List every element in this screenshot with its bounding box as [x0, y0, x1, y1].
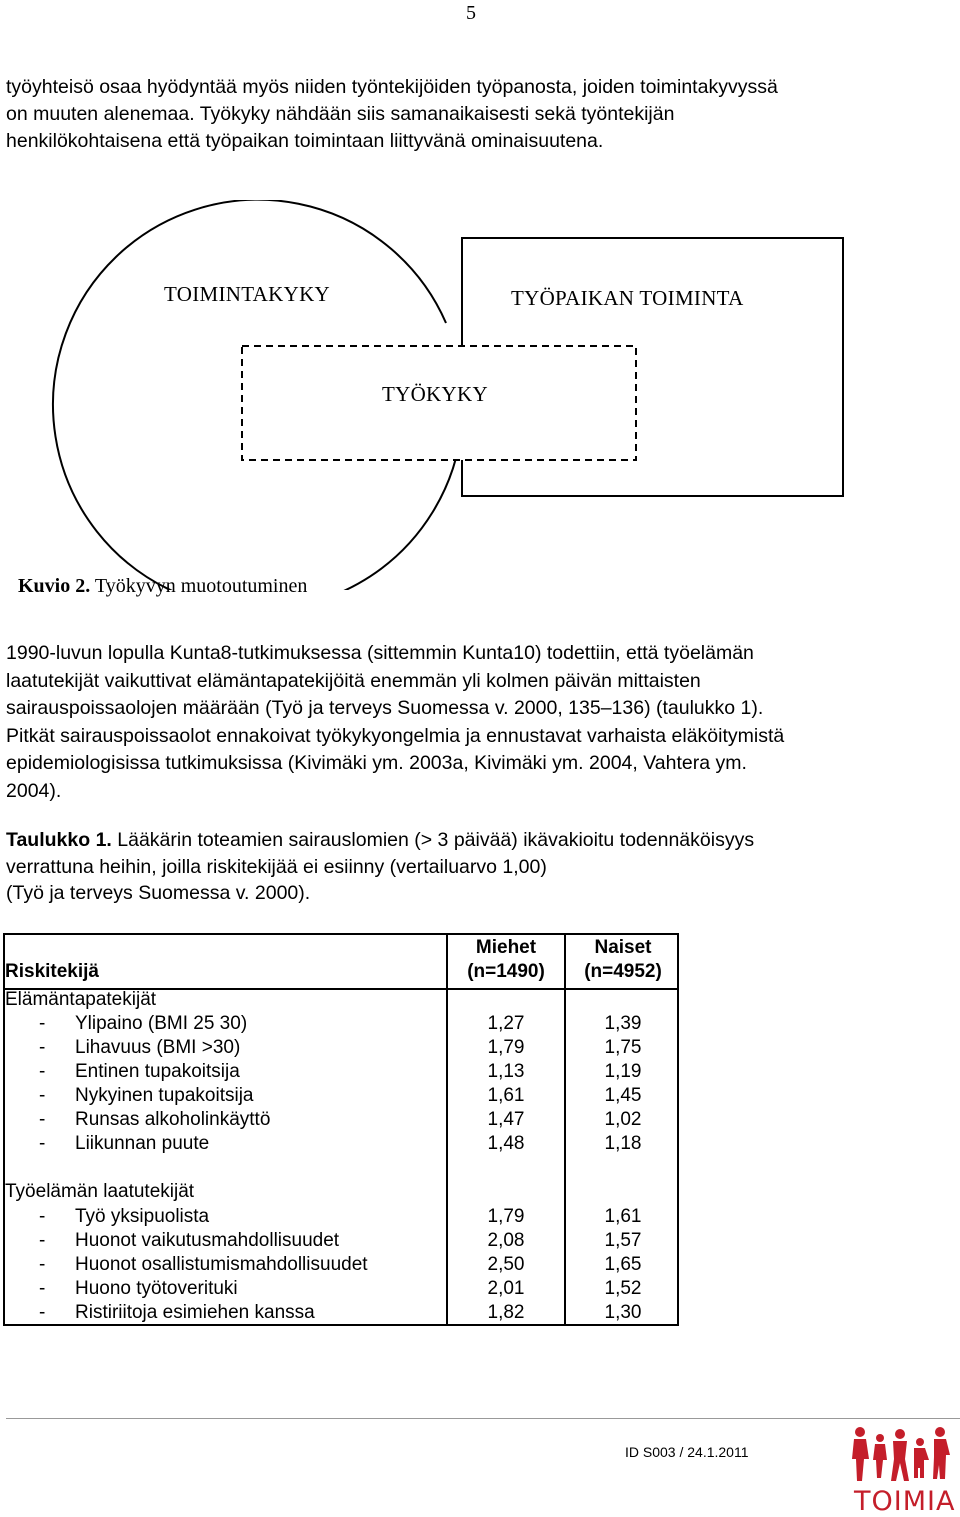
table-caption-line: Lääkärin toteamien sairauslomien (> 3 päivää) ikävakioitu todennäköisyys	[111, 829, 755, 851]
row-women-value: 1,52	[604, 1278, 642, 1299]
risk-factor-table	[3, 933, 679, 1326]
body-line: epidemiologisissa tutkimuksissa (Kivimäki ym. 2003a, Kivimäki ym. 2004, Vahtera ym.	[6, 752, 747, 774]
header-women	[566, 936, 680, 984]
row-dash: -	[39, 1302, 46, 1323]
table-caption-line: verrattuna heihin, joilla riskitekijää ei esiinny (vertailuarvo 1,00)	[6, 855, 547, 878]
row-label: Liikunnan puute	[75, 1133, 210, 1154]
tyokyky-diagram	[0, 200, 960, 590]
table-row	[5, 1084, 677, 1108]
row-women-value: 1,30	[604, 1302, 642, 1323]
group-title-row	[5, 988, 677, 1012]
row-men-value: 1,61	[487, 1085, 525, 1106]
intro-line: työyhteisö osaa hyödyntää myös niiden työntekijöiden työpanosta, joiden toimintakyvyssä	[6, 76, 778, 98]
row-label: Työ yksipuolista	[75, 1206, 210, 1227]
table-row	[5, 1060, 677, 1084]
group-title-row	[5, 1180, 677, 1204]
row-women-value: 1,19	[604, 1061, 642, 1082]
row-women-value: 1,45	[604, 1085, 642, 1106]
row-women-value: 1,39	[604, 1013, 642, 1034]
row-women-value: 1,18	[604, 1133, 642, 1154]
row-men-value: 1,48	[487, 1133, 525, 1154]
row-dash: -	[39, 1037, 46, 1058]
body-line: sairauspoissaolojen määrään (Työ ja terveys Suomessa v. 2000, 135–136) (taulukko 1).	[6, 697, 764, 719]
row-dash: -	[39, 1230, 46, 1251]
table-caption-label: Taulukko 1.	[6, 829, 112, 851]
row-men-value: 1,13	[487, 1061, 525, 1082]
table-row	[5, 1205, 677, 1229]
row-women-value: 1,75	[604, 1037, 642, 1058]
row-women-value: 1,02	[604, 1109, 642, 1130]
row-dash: -	[39, 1085, 46, 1106]
intro-paragraph	[6, 74, 956, 155]
row-dash: -	[39, 1109, 46, 1130]
toimia-logo-text: TOIMIA	[854, 1486, 956, 1517]
row-dash: -	[39, 1206, 46, 1227]
row-men-value: 1,79	[487, 1037, 525, 1058]
row-women-value: 1,61	[604, 1206, 642, 1227]
row-men-value: 1,47	[487, 1109, 525, 1130]
body-line: laatutekijät vaikuttivat elämäntapatekijöitä enemmän yli kolmen päivän mittaisten	[6, 669, 701, 692]
row-men-value: 2,08	[487, 1230, 525, 1251]
row-label: Nykyinen tupakoitsija	[75, 1085, 254, 1106]
row-dash: -	[39, 1013, 46, 1034]
row-label: Ristiriitoja esimiehen kanssa	[75, 1302, 315, 1323]
page-number: 5	[466, 2, 476, 24]
row-label: Huonot osallistumismahdollisuudet	[75, 1254, 368, 1275]
body-paragraph	[6, 640, 956, 805]
label-tyopaikan-toiminta: TYÖPAIKAN TOIMINTA	[511, 286, 744, 310]
body-line: 2004).	[6, 779, 62, 802]
toimia-people-logo-icon	[850, 1424, 958, 1484]
row-men-value: 1,79	[487, 1206, 525, 1227]
table-row	[5, 1229, 677, 1253]
footer-rule	[6, 1418, 960, 1419]
header-riskitekija: Riskitekijä	[5, 961, 99, 982]
table-row	[5, 1277, 677, 1301]
header-men-title: Miehet	[475, 937, 537, 958]
row-label: Entinen tupakoitsija	[75, 1061, 240, 1082]
table-row	[5, 1012, 677, 1036]
header-men-n: (n=1490)	[467, 961, 545, 982]
row-dash: -	[39, 1133, 46, 1154]
label-toimintakyky: TOIMINTAKYKY	[164, 282, 331, 306]
table-row	[5, 1301, 677, 1325]
intro-line: henkilökohtaisena että työpaikan toimintaan liittyvänä ominaisuutena.	[6, 130, 604, 152]
table-row	[5, 1108, 677, 1132]
row-dash: -	[39, 1061, 46, 1082]
header-women-n: (n=4952)	[584, 961, 662, 982]
row-men-value: 1,82	[487, 1302, 525, 1323]
body-line: Pitkät sairauspoissaolot ennakoivat työkykyongelmia ja ennustavat varhaista eläköitymistä	[6, 724, 785, 747]
row-label: Huonot vaikutusmahdollisuudet	[75, 1230, 340, 1251]
table-row	[5, 1253, 677, 1277]
header-women-title: Naiset	[594, 937, 652, 958]
label-tyokyky: TYÖKYKY	[382, 382, 488, 406]
row-men-value: 1,27	[487, 1013, 525, 1034]
row-men-value: 2,01	[487, 1278, 525, 1299]
figure-caption	[18, 575, 307, 598]
row-women-value: 1,57	[604, 1230, 642, 1251]
figure-caption-label: Kuvio 2.	[18, 575, 91, 597]
header-men	[448, 936, 564, 984]
group-title: Elämäntapatekijät	[5, 989, 157, 1010]
group-title: Työelämän laatutekijät	[5, 1181, 195, 1202]
row-men-value: 2,50	[487, 1254, 525, 1275]
row-label: Ylipaino (BMI 25 30)	[75, 1013, 248, 1034]
row-dash: -	[39, 1278, 46, 1299]
figure-caption-text: Työkyvyn muotoutuminen	[90, 575, 308, 597]
table-row	[5, 1036, 677, 1060]
table-caption-line: (Työ ja terveys Suomessa v. 2000).	[6, 882, 311, 904]
document-id: ID S003 / 24.1.2011	[625, 1444, 749, 1460]
row-label: Runsas alkoholinkäyttö	[75, 1109, 271, 1130]
row-women-value: 1,65	[604, 1254, 642, 1275]
row-dash: -	[39, 1254, 46, 1275]
row-label: Huono työtoverituki	[75, 1278, 238, 1299]
table-row	[5, 1132, 677, 1156]
body-line: 1990-luvun lopulla Kunta8-tutkimuksessa (sittemmin Kunta10) todettiin, että työelämän	[6, 642, 754, 664]
table-caption	[6, 827, 956, 907]
row-label: Lihavuus (BMI >30)	[75, 1037, 241, 1058]
intro-line: on muuten alenemaa. Työkyky nähdään siis samanaikaisesti sekä työntekijän	[6, 103, 675, 125]
